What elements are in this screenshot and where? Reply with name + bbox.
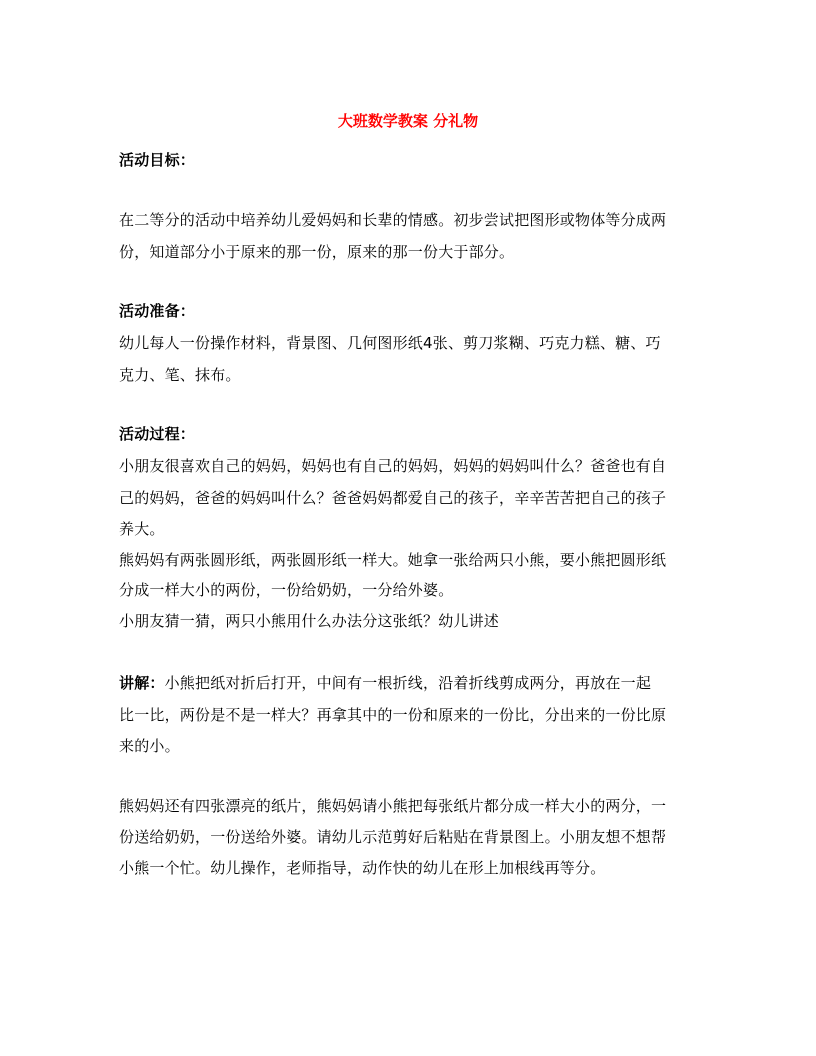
prep-heading: 活动准备： xyxy=(119,302,196,320)
goal-line-1: 在二等分的活动中培养幼儿爱妈妈和长辈的情感。初步尝试把图形或物体等分成两 xyxy=(119,211,667,229)
prep-line-1: 幼儿每人一份操作材料，背景图、几何图形纸4张、剪刀浆糊、巧克力糕、糖、巧 xyxy=(119,334,661,352)
goal-line-2: 份，知道部分小于原来的那一份，原来的那一份大于部分。 xyxy=(119,243,515,261)
process-line-4: 熊妈妈有两张圆形纸，两张圆形纸一样大。她拿一张给两只小熊，要小熊把圆形纸 xyxy=(119,551,667,569)
closing-line-2: 份送给奶奶，一份送给外婆。请幼儿示范剪好后粘贴在背景图上。小朋友想不想帮 xyxy=(119,828,667,846)
document-title: 大班数学教案 分礼物 xyxy=(337,112,479,130)
prep-line-2: 克力、笔、抹布。 xyxy=(119,366,241,384)
process-line-2: 己的妈妈，爸爸的妈妈叫什么？爸爸妈妈都爱自己的孩子，辛辛苦苦把自己的孩子 xyxy=(119,489,667,507)
goal-heading: 活动目标： xyxy=(119,151,196,169)
explain-line-3: 来的小。 xyxy=(119,737,180,755)
closing-line-3: 小熊一个忙。幼儿操作，老师指导，动作快的幼儿在形上加根线再等分。 xyxy=(119,859,606,877)
process-heading: 活动过程： xyxy=(119,425,196,443)
explain-lead: 讲解： xyxy=(119,674,165,692)
process-line-5: 分成一样大小的两份，一份给奶奶，一分给外婆。 xyxy=(119,581,454,599)
explain-line-1 xyxy=(119,671,651,695)
explain-line-1-text: 小熊把纸对折后打开，中间有一根折线，沿着折线剪成两分，再放在一起 xyxy=(164,674,652,692)
explain-line-2: 比一比，两份是不是一样大？再拿其中的一份和原来的一份比，分出来的一份比原 xyxy=(119,706,667,724)
process-line-3: 养大。 xyxy=(119,520,165,538)
process-line-1: 小朋友很喜欢自己的妈妈，妈妈也有自己的妈妈，妈妈的妈妈叫什么？爸爸也有自 xyxy=(119,457,667,475)
process-line-6: 小朋友猜一猜，两只小熊用什么办法分这张纸？幼儿讲述 xyxy=(119,612,500,630)
closing-line-1: 熊妈妈还有四张漂亮的纸片，熊妈妈请小熊把每张纸片都分成一样大小的两分，一 xyxy=(119,797,667,815)
